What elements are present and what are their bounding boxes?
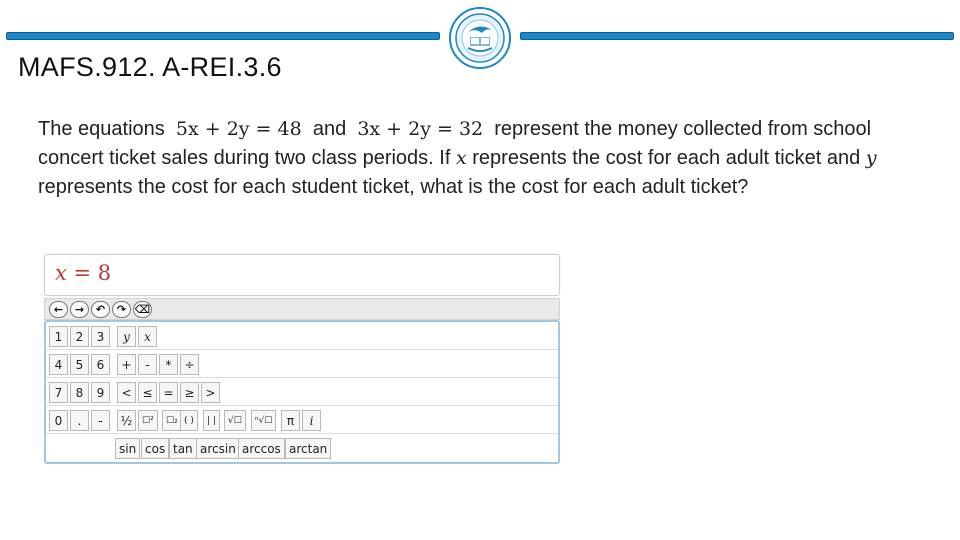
math-keypad (44, 320, 560, 464)
key-4[interactable]: 4 (49, 354, 68, 375)
key-minus[interactable]: - (138, 354, 157, 375)
backspace-icon[interactable]: ⌫ (134, 302, 151, 316)
key-x[interactable]: x (138, 326, 157, 347)
answer-input[interactable] (44, 254, 560, 296)
key-tan[interactable]: tan (169, 438, 197, 459)
arrow-right-icon[interactable]: → (70, 301, 89, 318)
key-decimal[interactable]: . (70, 410, 89, 431)
undo-icon[interactable]: ↶ (91, 301, 110, 318)
redo-icon[interactable]: ↷ (112, 301, 131, 318)
variable-y: y (865, 147, 877, 169)
key-less-than[interactable]: < (117, 382, 136, 403)
key-greater-than[interactable]: > (201, 382, 220, 403)
key-equals[interactable]: = (159, 382, 178, 403)
key-square-root[interactable]: √☐ (224, 410, 246, 431)
key-plus[interactable]: + (117, 354, 136, 375)
key-3[interactable]: 3 (91, 326, 110, 347)
key-imaginary[interactable]: i (302, 410, 321, 431)
question-body-2: represents the cost for each adult ticket and (472, 147, 861, 169)
header-bar-left (6, 32, 440, 40)
key-0[interactable]: 0 (49, 410, 68, 431)
keypad-row (46, 350, 558, 378)
key-multiply[interactable]: * (159, 354, 178, 375)
equation-2: 3x + 2y = 32 (357, 118, 484, 140)
school-district-logo (446, 6, 514, 70)
editor-toolbar (44, 298, 560, 320)
key-subscript[interactable]: ☐₂ (162, 410, 182, 431)
equation-1: 5x + 2y = 48 (175, 118, 302, 140)
question-text (38, 115, 938, 202)
key-sin[interactable]: sin (115, 438, 140, 459)
answer-variable: x (55, 261, 67, 285)
key-fraction[interactable]: ½ (117, 410, 136, 431)
key-divide[interactable]: ÷ (180, 354, 199, 375)
key-1[interactable]: 1 (49, 326, 68, 347)
key-arctan[interactable]: arctan (285, 438, 331, 459)
key-9[interactable]: 9 (91, 382, 110, 403)
arrow-left-icon[interactable]: ← (49, 301, 68, 318)
keypad-row (46, 434, 558, 462)
keypad-row (46, 406, 558, 434)
question-body-3: represents the cost for each student ticket, what is the cost for each adult ticket? (38, 176, 749, 198)
key-parentheses[interactable]: ( ) (180, 410, 198, 431)
variable-x: x (455, 147, 467, 169)
key-less-equal[interactable]: ≤ (138, 382, 157, 403)
key-arccos[interactable]: arccos (238, 438, 285, 459)
key-pi[interactable]: π (281, 410, 300, 431)
answer-rest: = 8 (66, 261, 112, 285)
key-cos[interactable]: cos (141, 438, 169, 459)
answer-value (55, 261, 111, 285)
slide-title: MAFS.912. A-REI.3.6 (18, 52, 282, 82)
key-greater-equal[interactable]: ≥ (180, 382, 199, 403)
keypad-row (46, 322, 558, 350)
key-negative[interactable]: - (91, 410, 110, 431)
key-6[interactable]: 6 (91, 354, 110, 375)
question-and: and (312, 118, 347, 140)
key-8[interactable]: 8 (70, 382, 89, 403)
key-superscript[interactable]: ☐² (138, 410, 158, 431)
question-intro: The equations (38, 118, 165, 140)
header-bar-right (520, 32, 954, 40)
key-y[interactable]: y (117, 326, 136, 347)
key-2[interactable]: 2 (70, 326, 89, 347)
key-arcsin[interactable]: arcsin (196, 438, 240, 459)
question-body-1: represent the money collected from school concert ticket sales during two class periods. If (38, 118, 872, 169)
keypad-row (46, 378, 558, 406)
key-7[interactable]: 7 (49, 382, 68, 403)
key-nth-root[interactable]: ⁿ√☐ (251, 410, 276, 431)
key-absolute-value[interactable]: | | (203, 410, 220, 431)
key-5[interactable]: 5 (70, 354, 89, 375)
